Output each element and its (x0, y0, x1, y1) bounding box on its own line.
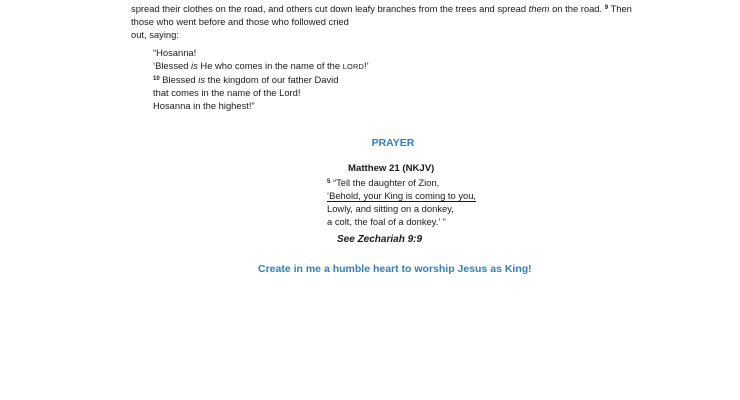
passage-line-2: those who went before and those who followed cried (131, 16, 349, 27)
passage-line-3: out, saying: (131, 29, 179, 40)
closing-prayer: Create in me a humble heart to worship Jesus as King! (258, 263, 532, 275)
quote-line-3: $^{10}$ Blessed is the kingdom of our father David (153, 74, 339, 85)
scripture-quote (153, 46, 369, 112)
passage-line-1: spread their clothes on the road, and others cut down leafy branches from the trees and spread them on the road. $^9$ Then (131, 3, 632, 14)
quote-line-5: Hosanna in the highest!” (153, 100, 255, 111)
verse-number: 10 (153, 76, 160, 82)
verse-line-2: ‘Behold, your King is coming to you, (327, 190, 477, 201)
verse-number: 5 (327, 179, 331, 185)
quote-line-4: that comes in the name of the Lord! (153, 87, 301, 98)
verse-line-4: a colt, the foal of a donkey.’ ” (327, 216, 446, 227)
quote-line-1: “Hosanna! (153, 47, 197, 58)
verse-line-3: Lowly, and sitting on a donkey, (327, 203, 454, 214)
quote-line-2: ‘Blessed is He who comes in the name of the LORD!’ (153, 60, 369, 71)
scripture-passage (131, 2, 691, 41)
prayer-heading: PRAYER (371, 137, 415, 149)
verse-line-1: $^5$ “Tell the daughter of Zion, (327, 177, 440, 188)
cross-reference: See Zechariah 9:9 (337, 234, 423, 245)
prayer-verse-block (327, 162, 476, 228)
verse-reference: Matthew 21 (NKJV) (348, 163, 435, 174)
verse-number: 9 (604, 5, 609, 11)
